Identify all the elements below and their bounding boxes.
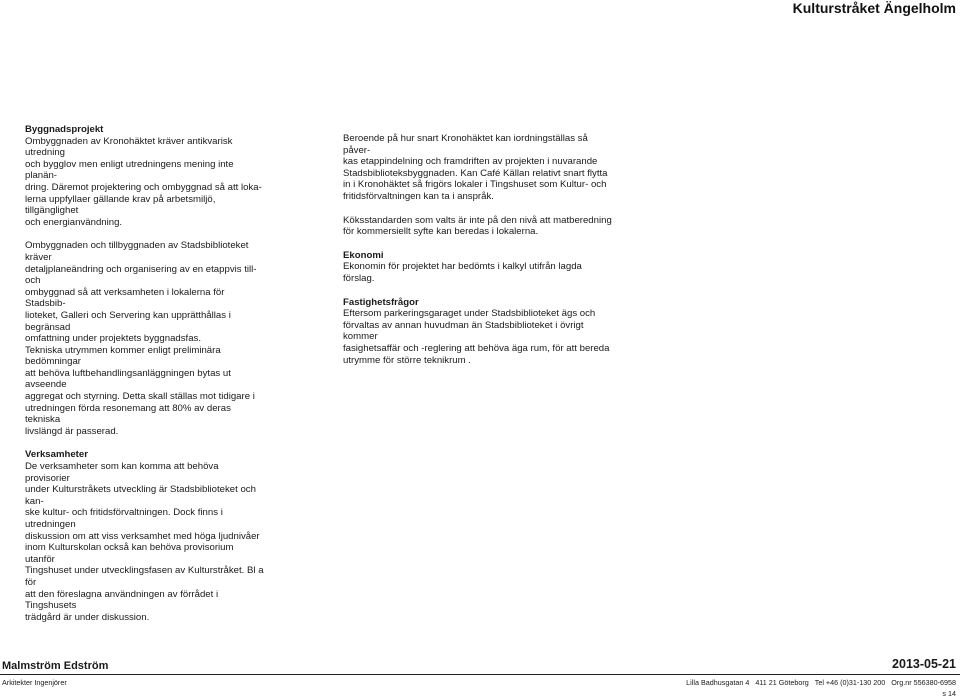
section-heading: Ekonomi — [343, 249, 384, 261]
section-heading: Verksamheter — [25, 449, 88, 461]
section-text: Ekonomin för projektet har bedömts i kalkyl utifrån lagda förslag. — [343, 261, 582, 284]
right-column — [343, 133, 613, 378]
section-verksamheter — [25, 449, 265, 623]
section-text: Ombyggnaden och tillbyggnaden av Stadsbiblioteket kräver detaljplaneändring och organisering av en etappvis till- och ombyggnad så att verksamheten i lokalerna för Stadsbib- lioteket, Galleri och Servering kan upprätthållas i begränsad omfattning under projektets byggnadsfas. Tekniska utrymmen kommer enligt preliminära bedömningar att behöva luftbehandlingsanläggningen bytas ut avseende aggregat och styrning. Detta skall ställas mot tidigare i utredningen förda resonemang att 80% av deras tekniska livslängd är passerad. — [25, 240, 257, 437]
footer-address: Lilla Badhusgatan 4 — [686, 678, 750, 687]
section-heading: Byggnadsprojekt — [25, 124, 104, 135]
section-text: Eftersom parkeringsgaraget under Stadsbiblioteket ägs och förvaltas av annan huvudman än Stadsbiblioteket i övrigt kommer fasighetsaffär och -reglering att behöva äga rum, för att bereda utrymme för större teknikrum . — [343, 308, 610, 366]
section-ekonomi — [343, 250, 613, 285]
section-text: Beroende på hur snart Kronohäktet kan iordningställas så påver- kas etappindelning och framdriften av projekten i nuvarande Stadsbiblioteksbyggnaden. Kan Café Källan relativt snart flytta in i Kronohäktet så frigörs lokaler i Tingshuset som Kultur- och fritidsförvaltningen kan ta i anspråk. — [343, 133, 608, 202]
firm-name: Malmström Edström — [2, 660, 109, 672]
section-text: Köksstandarden som valts är inte på den nivå att matberedning för kommersiellt syfte kan beredas i lokalerna. — [343, 214, 612, 238]
document-title: Kulturstråket Ängelholm — [792, 0, 956, 16]
left-column — [25, 124, 265, 635]
section-heading: Fastighetsfrågor — [343, 296, 419, 308]
footer-contact — [686, 678, 956, 687]
section-ombyggnad — [25, 240, 265, 437]
footer-org: Org.nr 556380-6958 — [891, 678, 956, 687]
section-etappindelning — [343, 133, 613, 203]
page-number: s 14 — [942, 689, 956, 698]
section-fastighetsfragor — [343, 297, 613, 367]
section-text: Ombyggnaden av Kronohäktet kräver antikvarisk utredning och bygglov men enligt utredningens mening inte planän- dring. Däremot projektering och ombyggnad så att loka- lerna uppfyllaer gällande krav på arbetsmiljö, tillgänglighet och energianvändning. — [25, 135, 262, 228]
footer-divider — [0, 674, 960, 675]
firm-subtitle: Arkitekter Ingenjörer — [2, 678, 67, 687]
section-text: De verksamheter som kan komma att behöva provisorier under Kulturstråkets utveckling är Stadsbiblioteket och kan- ske kultur- och fritidsförvaltningen. Dock finns i utredningen diskussion om att viss verksamhet med höga ljudnivåer inom Kulturskolan också kan behöva provisorium utanför Tingshuset under utvecklingsfasen av Kulturstråket. Bl a för att den föreslagna användningen av förrådet i Tingshusets trädgård är under diskussion. — [25, 461, 264, 623]
section-koksstandard — [343, 215, 613, 238]
footer-postal: 411 21 Göteborg — [755, 678, 809, 687]
footer-phone: Tel +46 (0)31-130 200 — [814, 678, 886, 687]
document-date: 2013-05-21 — [892, 657, 956, 671]
section-byggnadsprojekt — [25, 124, 265, 228]
